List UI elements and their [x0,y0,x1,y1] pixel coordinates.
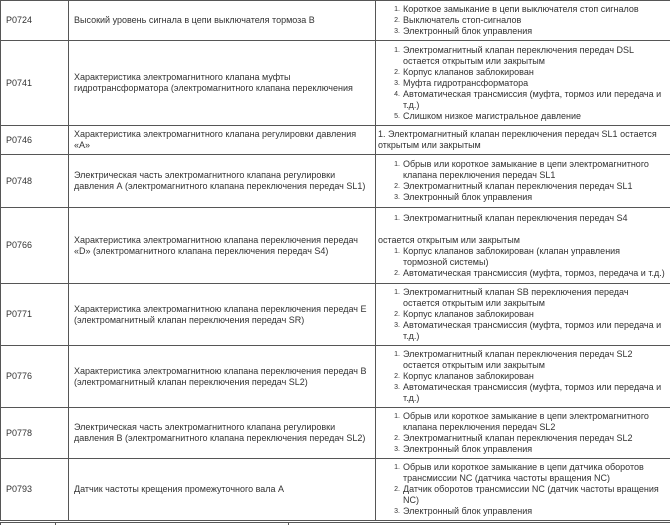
cause-item [389,484,666,506]
dtc-description: Характеристика электромагнитною клапана переключения передач «D» (электромагнитного клапана переключения передач S4) [74,234,358,256]
dtc-description-cell [69,459,376,521]
dtc-description: Электрическая часть электромагнитного клапана регулировки давления В (электромагнитного клапана переключения передач SL2) [74,422,366,443]
dtc-code-cell [1,284,69,346]
dtc-description: Электрическая часть электромагнитного клапана регулировки давления А (электромагнитного клапана переключения передач SL1) [74,170,366,191]
cause-item-text: Электронный блок управления [403,192,533,202]
cause-text: остается открытым или закрытым [378,234,520,245]
dtc-code: P0778 [6,427,33,438]
cause-item-text: Обрыв или короткое замыкание в цепи электромагнитного клапана переключения передач SL1 [403,159,649,180]
cause-list [378,246,666,279]
dtc-description: Характеристика электромагнитного клапана муфты гидротрансформатора (электромагнитного клапана переключения [74,72,353,93]
dtc-description-cell [69,208,376,284]
cause-item [389,371,666,382]
cause-list [378,349,666,404]
cause-item-text: Электромагнитный клапан переключения передач SL1 [403,181,633,191]
dtc-description: Высокий уровень сигнала в цепи выключателя тормоза В [74,15,315,25]
table-row [1,284,670,346]
cause-item-text: Электромагнитный клапан переключения передач SL2 [403,433,633,443]
cause-item [389,45,666,67]
cause-item-number: 1. [394,289,400,296]
cause-item [389,159,666,181]
dtc-description-cell [69,408,376,459]
cause-item [389,192,666,203]
cause-item-number: 5. [394,112,400,120]
cause-item-number: 3. [394,446,400,453]
cause-item [389,506,666,517]
dtc-code: P0776 [6,371,33,381]
cause-item-number: 1. [394,6,400,13]
cause-item-number: 2. [394,486,400,493]
dtc-code: P0766 [6,240,33,250]
cause-item-text: Слишком низкое магистральное давление [403,110,582,121]
cause-item-text: Корпус клапанов заблокирован [403,371,534,381]
cause-item [389,15,666,26]
cause-item-number: 1. [394,413,400,420]
cause-item [389,411,666,433]
cause-item-number: 2. [394,269,400,277]
cause-item-text: Электромагнитный клапан SB переключения передач остается открытым или закрытым [403,287,629,308]
cause-item-number: 2. [394,68,400,76]
dtc-description-cell [69,1,376,41]
cause-item-text: Электромагнитный клапан переключения передач DSL остается открытым или закрытым [403,44,634,66]
cause-item-text: Автоматическая трансмиссия (муфта, тормоз, передача и т.д.) [403,267,665,278]
cause-item-number: 4. [394,90,400,98]
cause-item [389,382,666,404]
cause-item-text: Электронный блок управления [403,26,533,36]
dtc-code: P0746 [6,134,33,145]
dtc-code: P0741 [6,77,33,88]
cause-list [378,213,666,224]
cause-item-number: 3. [394,79,400,87]
dtc-description-cell [69,155,376,208]
cause-item-text: Автоматическая трансмиссия (муфта, тормоз или передача и т.д.) [403,320,662,341]
cause-item [389,268,666,279]
cause-list [378,287,666,342]
cause-item-number: 3. [394,194,400,201]
cause-item [389,213,666,224]
cause-item-text: Автоматическая трансмиссия (муфта, тормоз или передача и т.д.) [403,88,662,110]
cause-item-text: Датчик оборотов трансмиссии NC (датчик частоты вращения NC) [403,484,659,505]
table-row [1,208,670,284]
cause-item-number: 1. [394,214,400,222]
table-row [1,1,670,41]
cause-item-number: 3. [394,508,400,515]
cause-item [389,181,666,192]
cause-item [389,78,666,89]
table-row [1,346,670,408]
cause-item [389,309,666,320]
cause-item-number: 1. [394,247,400,255]
cause-item-text: Обрыв или короткое замыкание в цепи электромагнитного клапана переключения передач SL2 [403,411,649,432]
cause-list [378,159,666,203]
cause-list [378,4,666,37]
cause-item-text: Автоматическая трансмиссия (муфта, тормоз или передача и т.д.) [403,382,662,403]
dtc-causes-cell [376,208,670,284]
cause-item-text: Электронный блок управления [403,444,533,454]
cause-item [389,444,666,455]
dtc-code: P0748 [6,175,33,186]
dtc-code: P0724 [6,15,33,25]
dtc-description: Датчик частоты крещения промежуточного вала А [74,484,285,494]
dtc-description-cell [69,346,376,408]
dtc-code-cell [1,1,69,41]
dtc-causes-cell [376,346,670,408]
table-row [1,41,670,126]
cause-item-number: 1. [394,46,400,54]
cause-item [389,462,666,484]
dtc-code-cell [1,346,69,408]
dtc-code-cell [1,126,69,155]
cause-item-number: 2. [394,373,400,380]
cause-item-text: Электронный блок управления [403,506,533,516]
cause-item-number: 2. [394,17,400,24]
dtc-description: Характеристика электромагнитного клапана регулировки давления «А» [74,129,357,150]
dtc-description-cell [69,41,376,126]
cause-item [389,433,666,444]
cause-item-text: Электромагнитный клапан переключения передач S4 [403,212,628,223]
table-row [1,459,670,521]
cause-item-text: Обрыв или короткое замыкание в цепи датчика оборотов трансмиссии NC (датчика частоты вращения NC) [403,462,644,483]
table-row [1,126,670,155]
dtc-description-cell [69,284,376,346]
cause-item-number: 3. [394,28,400,35]
cause-item [389,111,666,122]
dtc-code-cell [1,155,69,208]
cause-item-number: 1. [394,351,400,358]
dtc-description-cell [69,126,376,155]
cause-item [389,287,666,309]
table-row [1,155,670,208]
dtc-description: Характеристика электромагнитною клапана переключения передач Е (электромагнитный клапан переключения передач SR) [74,303,367,325]
dtc-causes-cell [376,459,670,521]
cause-item-number: 3. [394,322,400,329]
cause-text: 1. Электромагнитный клапан переключения передач SL1 остается открытым или закрытым [378,129,657,150]
dtc-causes-cell [376,284,670,346]
dtc-causes-cell [376,1,670,41]
cause-item-number: 2. [394,311,400,318]
cause-item-number: 2. [394,183,400,190]
dtc-table-body [1,1,670,521]
cause-item [389,246,666,268]
dtc-code-cell [1,41,69,126]
cause-item [389,89,666,111]
dtc-code-cell [1,459,69,521]
dtc-code-cell [1,208,69,284]
cause-item [389,349,666,371]
cause-item [389,26,666,37]
cause-item-text: Выключатель стоп-сигналов [403,15,522,25]
cause-item [389,320,666,342]
cause-list [378,411,666,455]
dtc-description: Характеристика электромагнитною клапана переключения передач В (электромагнитный клапан переключения передач SL2) [74,365,367,387]
cause-item-text: Муфта гидротрансформатора [403,77,529,88]
cause-list [378,45,666,122]
cause-item [389,67,666,78]
cause-item-text: Короткое замыкание в цепи выключателя стоп сигналов [403,4,639,14]
cause-item-number: 2. [394,435,400,442]
dtc-causes-cell [376,126,670,155]
dtc-code-cell [1,408,69,459]
table-row [1,408,670,459]
dtc-code: P0771 [6,309,33,319]
cause-item-text: Электромагнитный клапан переключения передач SL2 остается открытым или закрытым [403,349,633,370]
cause-item-text: Корпус клапанов заблокирован [403,309,534,319]
dtc-causes-cell [376,408,670,459]
cause-item [389,4,666,15]
cause-item-text: Корпус клапанов заблокирован [403,66,534,77]
cause-item-number: 3. [394,384,400,391]
cause-item-text: Корпус клапанов заблокирован (клапан управления тормозной системы) [403,245,621,267]
dtc-causes-cell [376,41,670,126]
cause-list [378,462,666,517]
dtc-causes-cell [376,155,670,208]
cause-item-number: 1. [394,161,400,168]
cause-item-number: 1. [394,464,400,471]
dtc-code: P0793 [6,484,33,494]
